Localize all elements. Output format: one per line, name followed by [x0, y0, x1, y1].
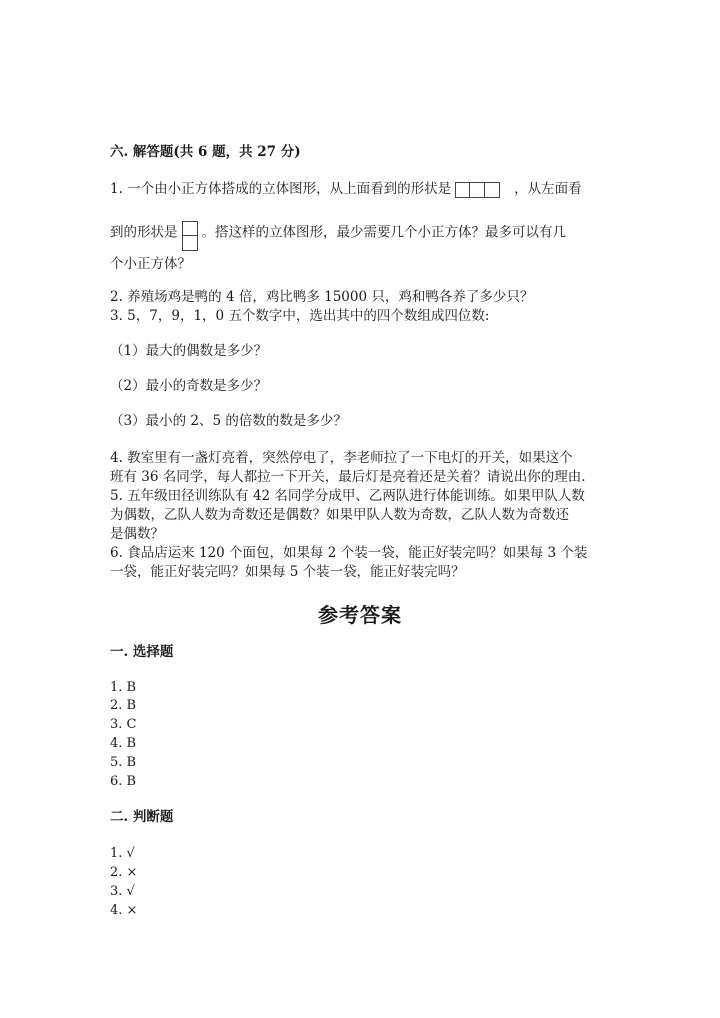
answer-item: 4. B [110, 736, 137, 751]
question-3-part-2: （2）最小的奇数是多少？ [110, 378, 268, 394]
question-text: ，从左面看 [514, 181, 582, 197]
top-view-figure [455, 182, 500, 198]
answer-item: 2. × [110, 865, 138, 880]
left-view-figure [182, 221, 198, 251]
answers-part-2-heading: 二. 判断题 [110, 809, 174, 825]
answer-item: 1. √ [110, 846, 135, 861]
answer-item: 3. √ [110, 884, 135, 899]
answer-item: 6. B [110, 774, 137, 789]
question-5-line-3: 是偶数？ [110, 526, 164, 542]
question-text: 1. 一个由小正方体搭成的立体图形，从上面看到的形状是 [110, 181, 452, 197]
question-5-line-2: 为偶数，乙队人数为奇数还是偶数？如果甲队人数为奇数，乙队人数为奇数还 [110, 507, 569, 523]
question-6-line-1: 6. 食品店运来 120 个面包，如果每 2 个装一袋，能正好装完吗？如果每 3 个装 [110, 545, 588, 561]
square-cell [470, 182, 485, 198]
answer-item: 1. B [110, 680, 137, 695]
square-cell [182, 236, 198, 251]
answers-part-1-heading: 一. 选择题 [110, 644, 174, 660]
question-3-part-1: （1）最大的偶数是多少？ [110, 343, 268, 359]
question-4-line-1: 4. 教室里有一盏灯亮着，突然停电了，李老师拉了一下电灯的开关，如果这个 [110, 450, 573, 466]
question-text: 到的形状是 [110, 224, 178, 241]
square-cell [455, 182, 470, 198]
question-6-line-2: 一袋，能正好装完吗？如果每 5 个装一袋，能正好装完吗？ [110, 564, 465, 580]
question-1-line-2 [110, 218, 566, 248]
answer-item: 3. C [110, 717, 137, 732]
answer-item: 5. B [110, 755, 137, 770]
question-1-line-3: 个小正方体？ [110, 256, 191, 272]
question-1-line-1 [110, 180, 582, 198]
answer-item: 4. × [110, 903, 138, 918]
question-3: 3. 5，7，9，1，0 五个数字中，选出其中的四个数组成四位数: [110, 308, 490, 324]
question-4-line-2: 班有 36 名同学，每人都拉一下开关，最后灯是亮着还是关着？请说出你的理由. [110, 469, 586, 485]
square-cell [485, 182, 500, 198]
answers-title: 参考答案 [318, 603, 402, 627]
square-cell [182, 221, 198, 236]
question-2: 2. 养殖场鸡是鸭的 4 倍，鸡比鸭多 15000 只，鸡和鸭各养了多少只？ [110, 289, 534, 305]
answer-item: 2. B [110, 698, 137, 713]
question-3-part-3: （3）最小的 2、5 的倍数的数是多少？ [110, 413, 347, 429]
section-heading: 六. 解答题(共 6 题，共 27 分) [110, 144, 301, 160]
question-text: 。搭这样的立体图形，最少需要几个小正方体？最多可以有几 [201, 224, 566, 241]
question-5-line-1: 5. 五年级田径训练队有 42 名同学分成甲、乙两队进行体能训练。如果甲队人数 [110, 488, 585, 504]
